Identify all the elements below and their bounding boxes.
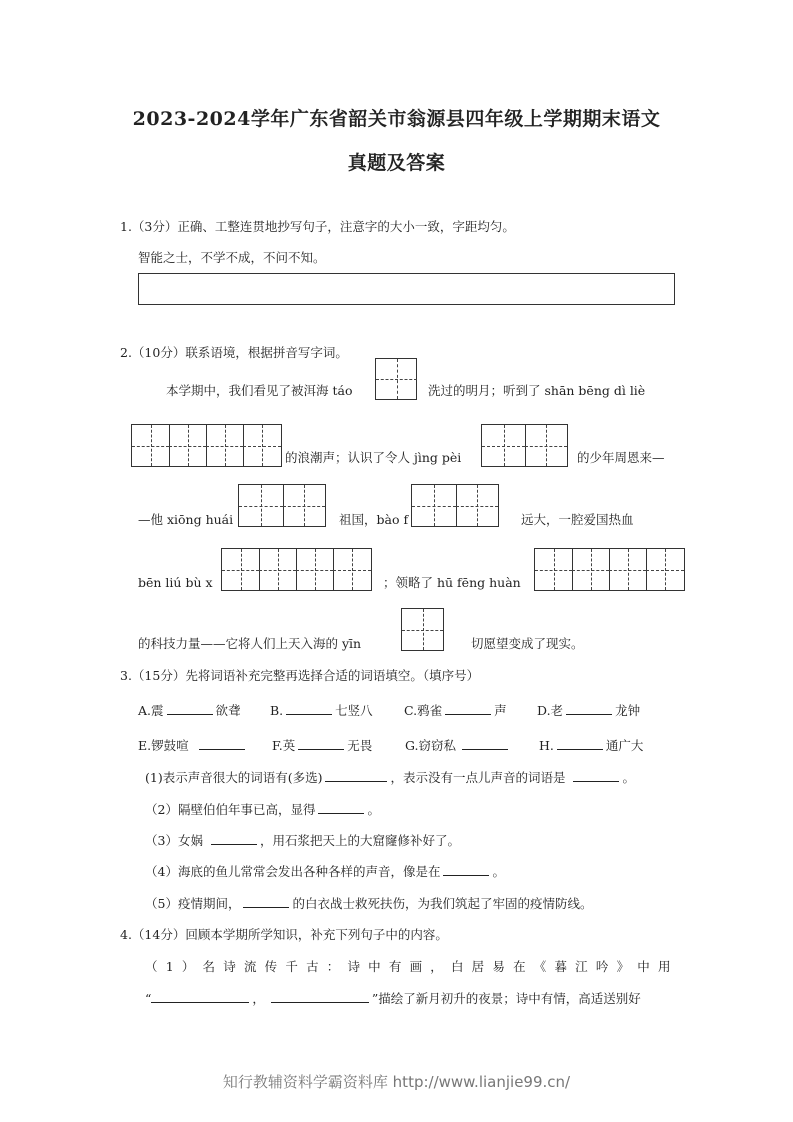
blank-line[interactable] [286, 702, 332, 715]
q2-line3-b: 祖国，bào f [339, 512, 409, 527]
q4-stem: 4.（14分）回顾本学期所学知识，补充下列句子中的内容。 [120, 927, 448, 942]
q3-sub3: （3）女娲 ，用石浆把天上的大窟窿修补好了。 [145, 833, 460, 848]
q1-answer-box[interactable] [138, 273, 675, 305]
q2-line3-a: —他 xiōng huái [138, 512, 234, 527]
q4-line1: （1）名诗流传千古：诗中有画，白居易在《暮江吟》中用 [145, 959, 675, 974]
blank-line[interactable] [167, 702, 213, 715]
q2-tian-yin[interactable] [401, 608, 444, 651]
q2-line4-a: bēn liú bù x [138, 575, 213, 590]
q3-sub1: (1)表示声音很大的词语有(多选) ，表示没有一点儿声音的词语是 。 [145, 770, 635, 785]
q2-line5-a: 的科技力量——它将人们上天入海的 yīn [138, 636, 362, 651]
blank-line[interactable] [298, 737, 344, 750]
blank-line[interactable] [445, 702, 491, 715]
q3-sub5: （5）疫情期间， 的白衣战士救死扶伤，为我们筑起了牢固的疫情防线。 [145, 896, 593, 911]
q2-line5-b: 切愿望变成了现实。 [471, 636, 584, 651]
q2-line4-b: ；领略了 hū fēng huàn [383, 575, 521, 590]
q2-tian-benliubuxi[interactable] [221, 548, 372, 591]
q3-sub2: （2）隔壁伯伯年事已高，显得 。 [145, 802, 380, 817]
q3-option-h: H. 通广大 [539, 738, 644, 753]
doc-title-line1: 2023-2024学年广东省韶关市翁源县四年级上学期期末语文 [132, 108, 661, 130]
q1-sentence: 智能之士，不学不成，不问不知。 [138, 250, 326, 265]
doc-title-line2: 真题及答案 [347, 152, 446, 174]
q2-line1-b: 洗过的明月；听到了 shān bēng dì liè [428, 383, 646, 398]
q2-line2-b: 的少年周恩来— [577, 450, 665, 465]
blank-line[interactable] [271, 990, 369, 1003]
footer-watermark: 知行教辅资料学霸资料库 http://www.lianjie99.cn/ [222, 1073, 571, 1091]
blank-line[interactable] [566, 702, 612, 715]
q2-tian-tao[interactable] [375, 358, 417, 400]
q2-line1-a: 本学期中，我们看见了被洱海 táo [166, 383, 353, 398]
blank-line[interactable] [557, 737, 603, 750]
q2-stem: 2.（10分）联系语境，根据拼音写字词。 [120, 345, 348, 360]
q4-line2: “ ， ”描绘了新月初升的夜景；诗中有情，高适送别好 [145, 991, 641, 1006]
q3-option-e: E.锣鼓喧 [138, 737, 248, 754]
q3-option-b: B. 七竖八 [270, 703, 373, 718]
q3-option-c: C.鸦雀 声 [404, 703, 507, 718]
q2-line2-a: 的浪潮声；认识了令人 jìng pèi [285, 450, 462, 465]
blank-line[interactable] [243, 895, 289, 908]
blank-line[interactable] [199, 737, 245, 750]
q3-sub4: （4）海底的鱼儿常常会发出各种各样的声音，像是在 。 [145, 864, 505, 879]
q2-tian-shanbengdilie[interactable] [131, 424, 282, 467]
q3-stem: 3.（15分）先将词语补充完整再选择合适的词语填空。（填序号） [120, 668, 480, 683]
q3-option-a: A.震 欲聋 [138, 703, 241, 718]
q3-option-f: F.英 无畏 [272, 738, 373, 753]
q2-tian-baofu[interactable] [411, 484, 499, 527]
blank-line[interactable] [151, 990, 249, 1003]
blank-line[interactable] [573, 769, 619, 782]
blank-line[interactable] [211, 832, 257, 845]
q3-option-g: G.窃窃私 [405, 737, 511, 754]
blank-line[interactable] [443, 863, 489, 876]
q2-line3-c: 远大，一腔爱国热血 [521, 512, 634, 527]
blank-line[interactable] [462, 737, 508, 750]
blank-line[interactable] [325, 769, 387, 782]
q2-tian-hufenghuanyu[interactable] [534, 548, 685, 591]
q2-tian-jingpei[interactable] [481, 424, 568, 467]
blank-line[interactable] [318, 801, 364, 814]
q1-stem: 1.（3分）正确、工整连贯地抄写句子，注意字的大小一致，字距均匀。 [120, 219, 515, 234]
q2-tian-xionghuai[interactable] [238, 484, 326, 527]
q3-option-d: D.老 龙钟 [537, 703, 641, 718]
